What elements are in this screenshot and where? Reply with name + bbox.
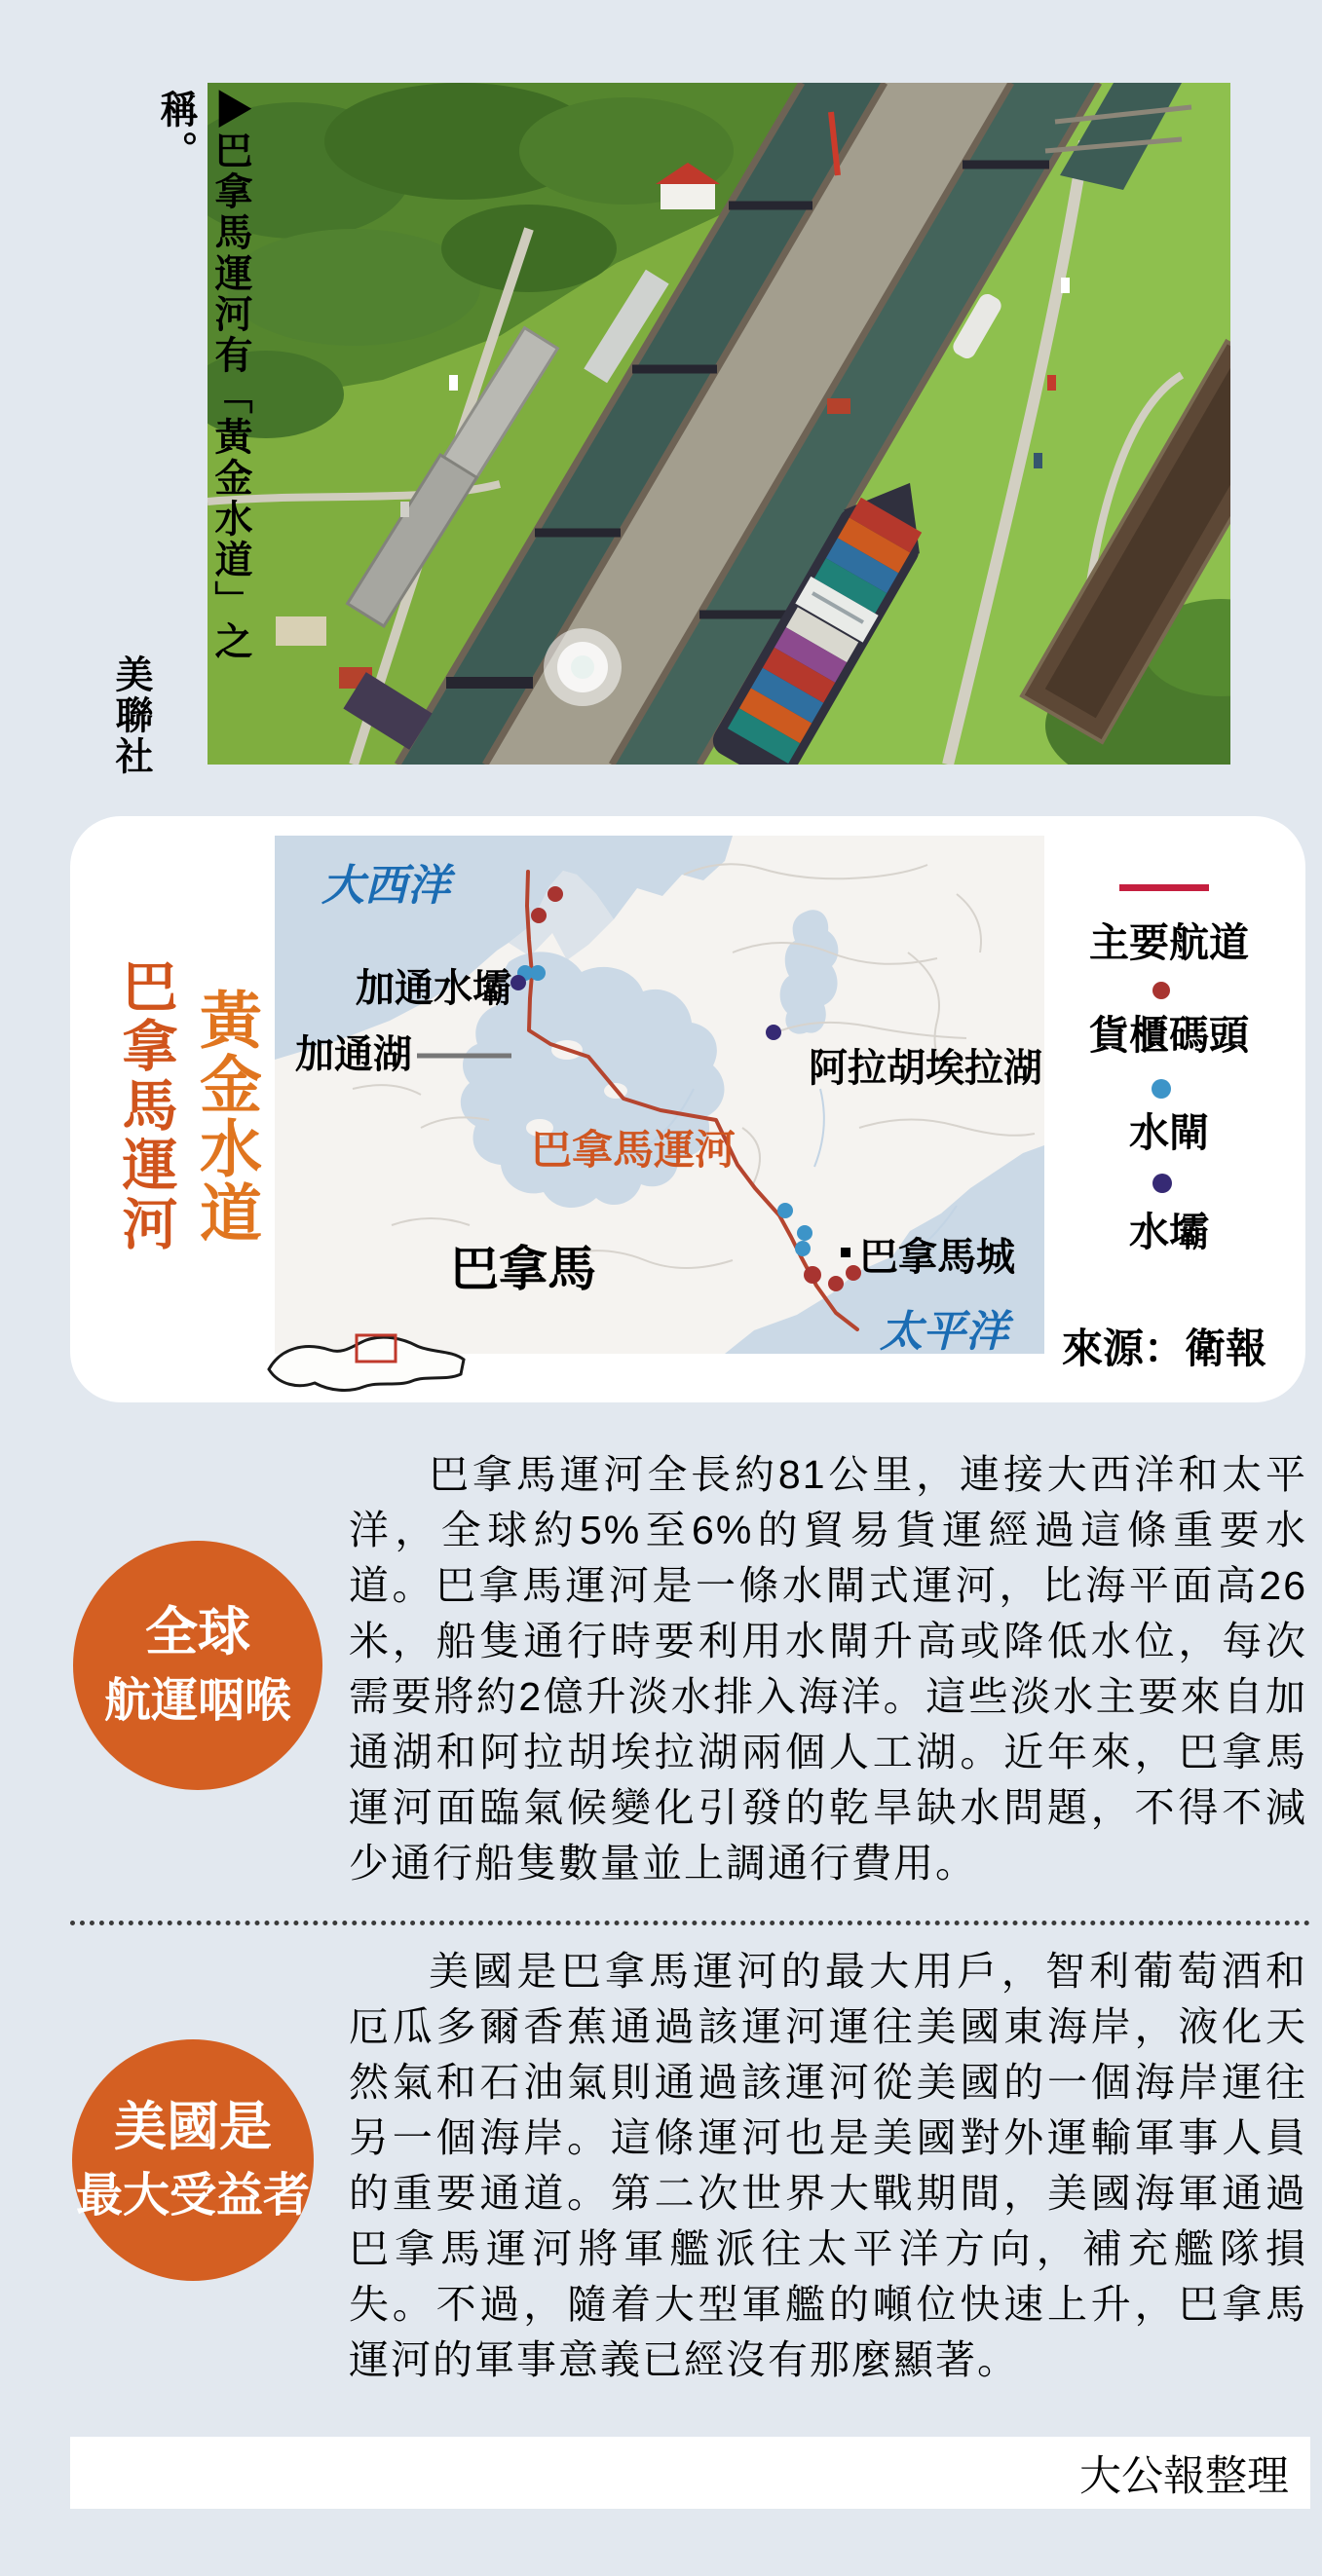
legend-lock-dot	[1152, 1079, 1171, 1099]
dot-lock	[797, 1225, 812, 1241]
dot-lock	[777, 1203, 793, 1218]
panama-inset-map	[261, 1330, 471, 1405]
dot-lock	[530, 965, 546, 981]
paragraph-us-beneficiary: 美國是巴拿馬運河的最大用戶，智利葡萄酒和厄瓜多爾香蕉通過該運河運往美國東海岸，液化天然氣和石油氣則通過該運河從美國的一個海岸運往另一個海岸。這條運河也是美國對外運輸軍事人員的重要通道。第二次世界大戰期間，美國海軍通過巴拿馬運河將軍艦派往太平洋方向，補充艦隊損失。不過，隨着大型軍艦的噸位快速上升，巴拿馬運河的軍事意義已經沒有那麼顯著。	[349, 1949, 1307, 2382]
map-label-alajuela-lake: 阿拉胡埃拉湖	[809, 1047, 1042, 1090]
canal-photo-illustration	[208, 83, 1230, 765]
panama-map	[275, 836, 1044, 1359]
legend-main-channel-swatch	[1119, 884, 1209, 891]
badge-line: 全球	[145, 1602, 250, 1661]
dot-lock	[795, 1241, 811, 1256]
legend-container-terminal-dot	[1152, 982, 1170, 999]
map-label-gatun-dam: 加通水壩	[356, 967, 511, 1010]
map-label-country: 巴拿馬	[450, 1242, 596, 1296]
map-label-atlantic: 大西洋	[321, 862, 450, 910]
badge-line: 美國是	[114, 2097, 272, 2156]
legend-main-channel-label: 主要航道	[1089, 920, 1249, 965]
legend-dam-dot	[1152, 1174, 1172, 1193]
dot-container-terminal	[804, 1266, 821, 1284]
dot-container-terminal	[531, 908, 547, 923]
map-label-pacific: 太平洋	[880, 1308, 1008, 1354]
photo-credit: 美聯社	[110, 654, 152, 777]
section-badge-global-chokepoint	[73, 1541, 322, 1790]
map-label-canal: 巴拿馬運河	[531, 1127, 737, 1173]
map-source: 來源：衛報	[1061, 1325, 1266, 1371]
photo-caption: ▶巴拿馬運河有「黃金水道」之稱。	[155, 90, 251, 662]
dotted-divider	[70, 1921, 1310, 1925]
footer-credit: 大公報整理	[1079, 2452, 1289, 2500]
dot-container-terminal	[828, 1276, 844, 1291]
map-label-gatun-lake: 加通湖	[295, 1033, 412, 1076]
panama-city-marker	[841, 1248, 850, 1257]
legend-dam-label: 水壩	[1129, 1210, 1209, 1254]
legend-lock-label: 水閘	[1129, 1110, 1209, 1155]
paragraph-global-chokepoint: 巴拿馬運河全長約81公里，連接大西洋和太平洋，全球約5%至6%的貿易貨運經過這條重要水道。巴拿馬運河是一條水閘式運河，比海平面高26米，船隻通行時要利用水閘升高或降低水位，每次需要將約2億升淡水排入海洋。這些淡水主要來自加通湖和阿拉胡埃拉湖兩個人工湖。近年來，巴拿馬運河面臨氣候變化引發的乾旱缺水問題，不得不減少通行船隻數量並上調通行費用。	[349, 1452, 1307, 1885]
footer-bar	[70, 2437, 1310, 2509]
dot-container-terminal	[548, 886, 563, 902]
map-title-main: 巴拿馬運河	[114, 957, 176, 1254]
canal-photo	[208, 83, 1230, 765]
dot-dam	[766, 1025, 781, 1040]
legend-container-terminal-label: 貨櫃碼頭	[1089, 1013, 1249, 1058]
map-title-sub: 黃金水道	[191, 988, 261, 1245]
badge-line: 航運咽喉	[103, 1674, 291, 1727]
map-label-panama-city: 巴拿馬城	[859, 1236, 1015, 1279]
dot-dam	[510, 975, 526, 990]
badge-line: 最大受益者	[75, 2169, 310, 2221]
section-badge-us-beneficiary	[72, 2039, 314, 2281]
